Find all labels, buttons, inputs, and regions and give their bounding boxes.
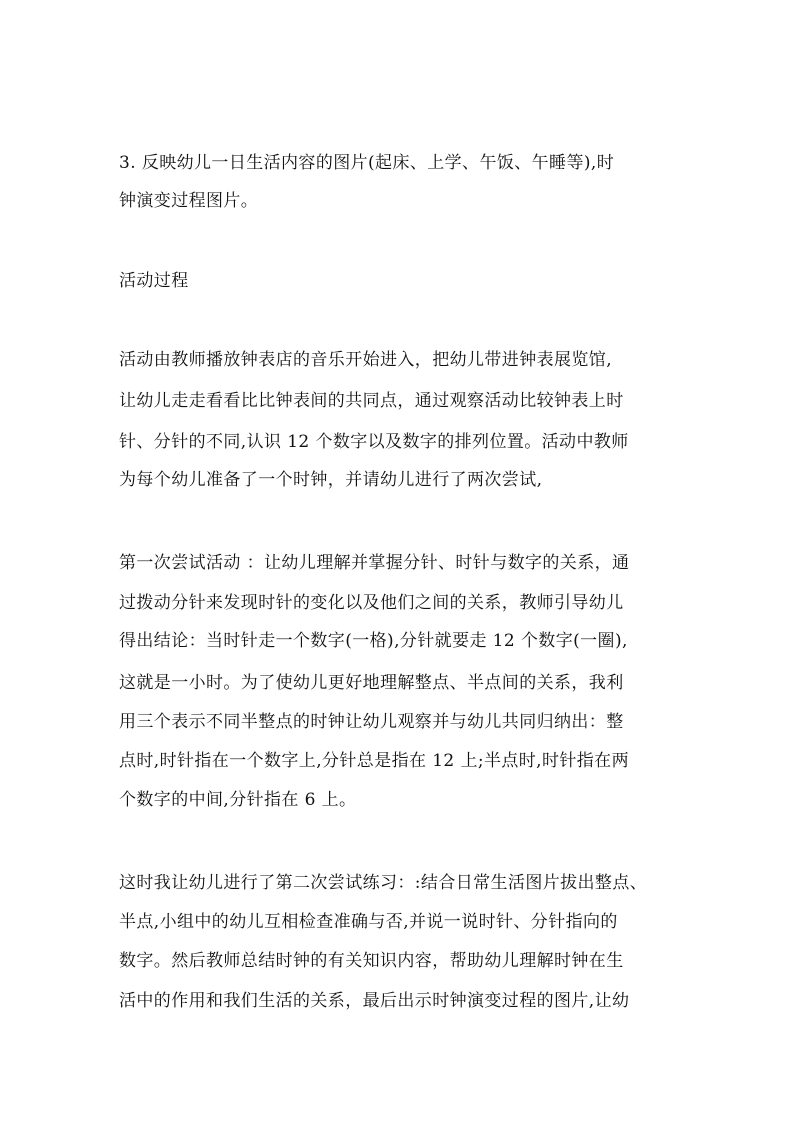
paragraph-4-line-3: 数字。然后教师总结时钟的有关知识内容，帮助幼儿理解时钟在生 bbox=[119, 951, 624, 971]
paragraph-1-line-2: 钟演变过程图片。 bbox=[119, 191, 259, 211]
paragraph-4-line-4: 活中的作用和我们生活的关系，最后出示时钟演变过程的图片,让幼 bbox=[119, 991, 630, 1011]
paragraph-1-line-1: 3. 反映幼儿一日生活内容的图片(起床、上学、午饭、午睡等),时 bbox=[119, 153, 615, 173]
paragraph-3-line-2: 过拨动分针来发现时针的变化以及他们之间的关系，教师引导幼儿 bbox=[119, 593, 624, 613]
paragraph-2-line-1: 活动由教师播放钟表店的音乐开始进入，把幼儿带进钟表展览馆, bbox=[119, 350, 613, 370]
paragraph-3-line-6: 点时,时针指在一个数字上,分针总是指在 12 上;半点时,时针指在两 bbox=[119, 751, 629, 771]
paragraph-2-line-3: 针、分针的不同,认识 12 个数字以及数字的排列位置。活动中教师 bbox=[119, 432, 629, 452]
paragraph-4-line-1: 这时我让幼儿进行了第二次尝试练习：:结合日常生活图片拔出整点、 bbox=[119, 873, 648, 893]
paragraph-3-line-3: 得出结论：当时针走一个数字(一格),分针就要走 12 个数字(一圈), bbox=[119, 631, 628, 651]
paragraph-2-line-2: 让幼儿走走看看比比钟表间的共同点，通过观察活动比较钟表上时 bbox=[119, 391, 624, 411]
paragraph-3-line-1: 第一次尝试活动 ：让幼儿理解并掌握分针、时针与数字的关系，通 bbox=[119, 553, 630, 573]
section-heading: 活动过程 bbox=[119, 271, 189, 291]
paragraph-3-line-4: 这就是一小时。为了使幼儿更好地理解整点、半点间的关系，我利 bbox=[119, 673, 624, 693]
paragraph-4-line-2: 半点,小组中的幼儿互相检查准确与否,并说一说时针、分针指向的 bbox=[119, 912, 618, 932]
paragraph-2-line-4: 为每个幼儿准备了一个时钟，并请幼儿进行了两次尝试, bbox=[119, 470, 543, 490]
paragraph-3-line-5: 用三个表示不同半整点的时钟让幼儿观察并与幼儿共同归纳出：整 bbox=[119, 712, 624, 732]
paragraph-3-line-7: 个数字的中间,分针指在 6 上。 bbox=[119, 790, 357, 810]
